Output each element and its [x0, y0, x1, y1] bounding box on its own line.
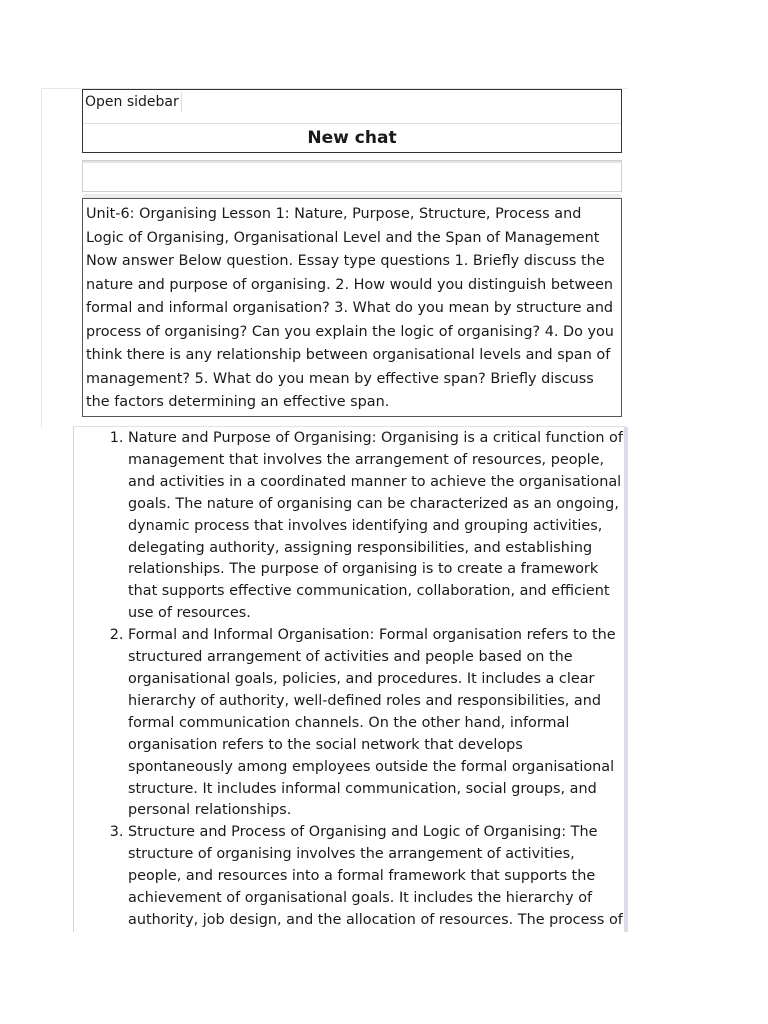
answer-item: 1. Nature and Purpose of Organising: Organising is a critical function of management that involves the arrangement of resources, people, and activities in a coordinated manner to achieve the organisational goals. The nature of organising can be characterized as an ongoing, dynamic process that involves identifying and grouping activities, delegating authority, assigning responsibilities, and establishing relationships. The purpose of organising is to create a framework that supports effective communication, collaboration, and efficient use of resources.: [128, 428, 623, 625]
chat-header: [82, 89, 622, 153]
answer-list: [75, 428, 623, 931]
answer-item: 2. Formal and Informal Organisation: Formal organisation refers to the structured arrangement of activities and people based on the organisational goals, policies, and procedures. It includes a clear hierarchy of authority, well-defined roles and responsibilities, and formal communication channels. On the other hand, informal organisation refers to the social network that develops spontaneously among employees outside the formal organisational structure. It includes informal communication, social groups, and personal relationships.: [128, 625, 623, 822]
open-sidebar-button[interactable]: Open sidebar: [85, 92, 182, 112]
assistant-answer: [75, 428, 623, 931]
header-divider: [83, 123, 621, 124]
page-title: New chat: [307, 128, 397, 148]
user-prompt-message: [82, 198, 622, 417]
user-prompt-text: Unit-6: Organising Lesson 1: Nature, Purpose, Structure, Process and Logic of Organising, Organisational Level and the Span of Management Now answer Below question. Essay type questions 1. Briefly discuss the nature and purpose of organising. 2. How would you distinguish between formal and informal organisation? 3. What do you mean by structure and process of organising? Can you explain the logic of organising? 4. Do you think there is any relationship between organisational levels and span of management? 5. What do you mean by effective span? Briefly discuss the factors determining an effective span.: [86, 206, 614, 410]
empty-message-bar: [82, 160, 622, 192]
answer-item: 3. Structure and Process of Organising and Logic of Organising: The structure of organising involves the arrangement of activities, people, and resources into a formal framework that supports the achievement of organisational goals. It includes the hierarchy of authority, job design, and the allocation of resources. The process of: [128, 822, 623, 931]
